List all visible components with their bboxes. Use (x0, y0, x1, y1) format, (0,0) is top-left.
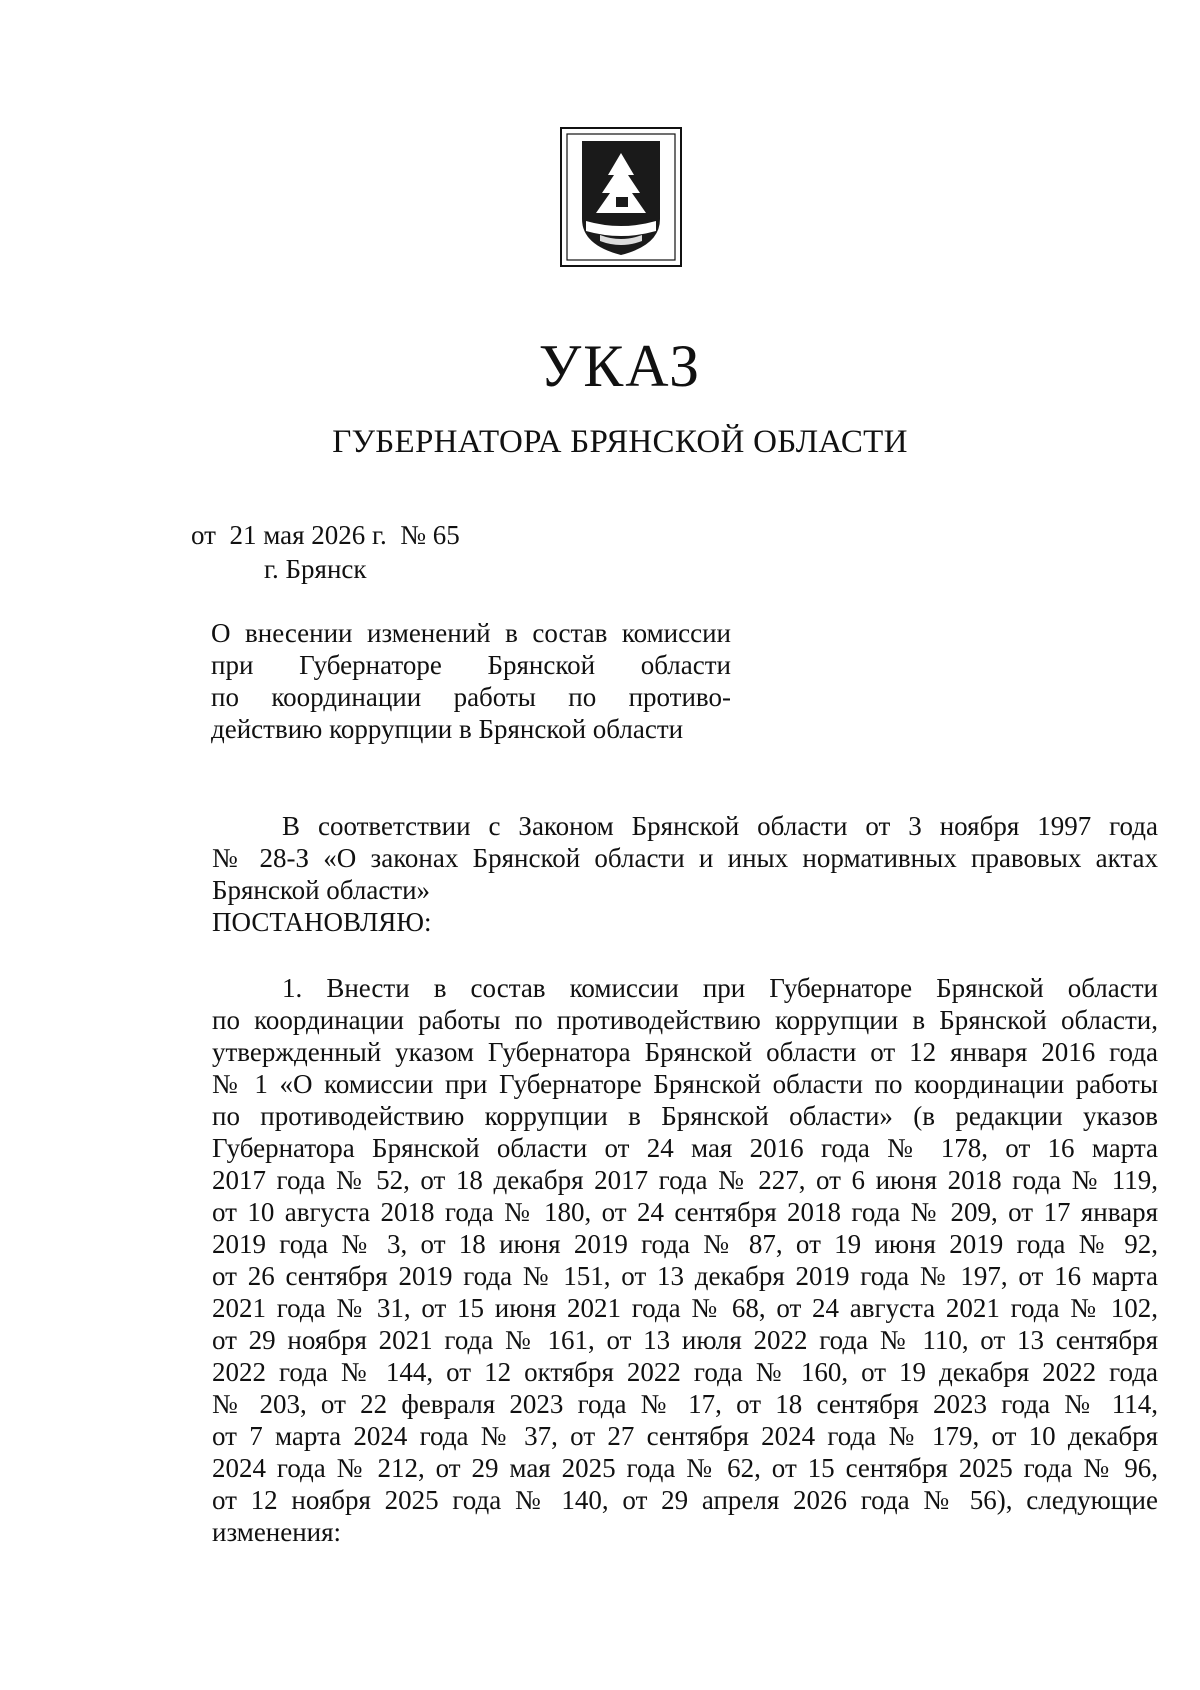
paragraph-line: 1. Внести в состав комиссии при Губернаторе Брянской области (282, 973, 1158, 1003)
city: г. Брянск (264, 554, 367, 584)
paragraph-line: 2017 года № 52, от 18 декабря 2017 года № 227, от 6 июня 2018 года № 119, (212, 1165, 1158, 1195)
coat-of-arms-icon (560, 127, 682, 267)
paragraph-line: от 29 ноября 2021 года № 161, от 13 июля 2022 года № 110, от 13 сентября (212, 1325, 1158, 1355)
paragraph-line: по противодействию коррупции в Брянской области» (в редакции указов (212, 1101, 1158, 1131)
paragraph-line: Губернатора Брянской области от 24 мая 2016 года № 178, от 16 марта (212, 1133, 1158, 1163)
subject-line: О внесении изменений в состав комиссии (211, 618, 731, 648)
paragraph-line: № 1 «О комиссии при Губернаторе Брянской области по координации работы (212, 1069, 1158, 1099)
paragraph-line: от 12 ноября 2025 года № 140, от 29 апреля 2026 года № 56), следующие (212, 1485, 1158, 1515)
paragraph-line: изменения: (212, 1517, 342, 1547)
paragraph-line: по координации работы по противодействию коррупции в Брянской области, (212, 1005, 1158, 1035)
paragraph-line: 2019 года № 3, от 18 июня 2019 года № 87, от 19 июня 2019 года № 92, (212, 1229, 1158, 1259)
paragraph-line: 2021 года № 31, от 15 июня 2021 года № 68, от 24 августа 2021 года № 102, (212, 1293, 1158, 1323)
paragraph-line: № 203, от 22 февраля 2023 года № 17, от 18 сентября 2023 года № 114, (212, 1389, 1158, 1419)
preamble (212, 810, 1158, 938)
subject-line: действию коррупции в Брянской области (211, 714, 684, 744)
paragraph-line: от 10 августа 2018 года № 180, от 24 сентября 2018 года № 209, от 17 января (212, 1197, 1158, 1227)
subject-line: по координации работы по противо- (211, 682, 731, 712)
paragraph-line: 2024 года № 212, от 29 мая 2025 года № 62, от 15 сентября 2025 года № 96, (212, 1453, 1158, 1483)
document-subtitle: ГУБЕРНАТОРА БРЯНСКОЙ ОБЛАСТИ (332, 424, 908, 460)
paragraph-line: 2022 года № 144, от 12 октября 2022 года № 160, от 19 декабря 2022 года (212, 1357, 1158, 1387)
preamble-line: В соответствии с Законом Брянской области от 3 ноября 1997 года (282, 811, 1158, 841)
paragraph-line: от 26 сентября 2019 года № 151, от 13 декабря 2019 года № 197, от 16 марта (212, 1261, 1158, 1291)
subject-line: при Губернаторе Брянской области (211, 650, 731, 680)
paragraph-line: от 7 марта 2024 года № 37, от 27 сентября 2024 года № 179, от 10 декабря (212, 1421, 1158, 1451)
preamble-line: Брянской области» (212, 875, 431, 905)
document-title: УКАЗ (538, 333, 702, 399)
resolution-word: ПОСТАНОВЛЯЮ: (212, 907, 432, 937)
date-and-number: от 21 мая 2026 г. № 65 (191, 520, 460, 550)
preamble-line: № 28-З «О законах Брянской области и иных нормативных правовых актах (212, 843, 1158, 873)
paragraph-1 (212, 972, 1158, 1548)
paragraph-line: утвержденный указом Губернатора Брянской области от 12 января 2016 года (212, 1037, 1158, 1067)
document-subject (211, 617, 731, 745)
